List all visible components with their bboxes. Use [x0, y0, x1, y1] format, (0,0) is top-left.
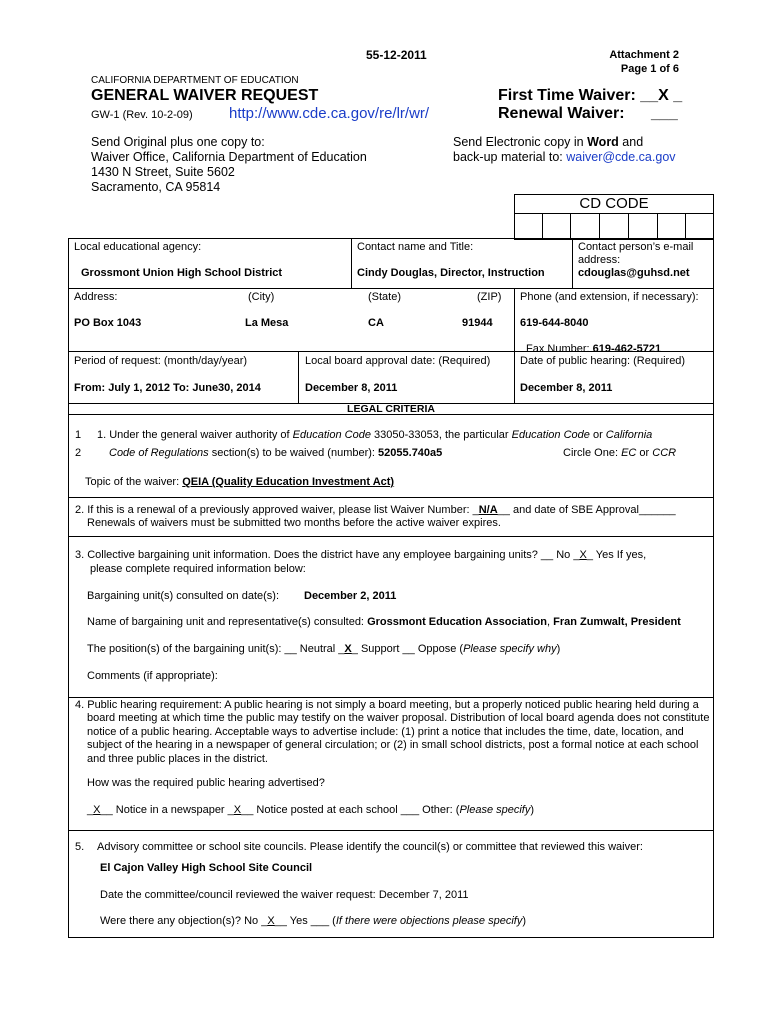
bargaining-question: 3. Collective bargaining unit information. Does the district have any employee bargaining units? __ No _X_ Yes If yes,: [75, 549, 647, 561]
period-label: Period of request: (month/day/year): [74, 355, 248, 367]
advisory-council-name: El Cajon Valley High School Site Council: [100, 862, 313, 874]
renewal-question: 2. If this is a renewal of a previously approved waiver, please list Waiver Number: _N/A__ and date of SBE Approval______: [75, 504, 676, 516]
hearing-advertised-options: _X__ Notice in a newspaper _X__ Notice posted at each school ___ Other: (Please specify): [87, 804, 535, 816]
email-value: cdouglas@guhsd.net: [578, 267, 690, 279]
item-number-2: 2: [75, 447, 82, 459]
city-value: La Mesa: [245, 317, 289, 329]
department-name: CALIFORNIA DEPARTMENT OF EDUCATION: [91, 75, 299, 86]
code-section-line: Code of Regulations section(s) to be waived (number): 52055.740a5: [109, 447, 443, 459]
bargaining-consulted-label: Bargaining unit(s) consulted on date(s):: [87, 590, 279, 602]
circle-ccr-option: CCR: [652, 447, 677, 459]
renewal-waiver: [498, 105, 678, 123]
lea-label: Local educational agency:: [74, 241, 202, 253]
period-value: From: July 1, 2012 To: June30, 2014: [74, 382, 261, 394]
advisory-date-value: December 7, 2011: [378, 889, 469, 901]
advisory-question: Advisory committee or school site councils. Please identify the council(s) or committee that reviewed this waiver:: [97, 841, 643, 853]
first-time-label: First Time Waiver:: [498, 87, 636, 104]
item-number-1: 1: [75, 429, 82, 441]
bargaining-unit-name: Grossmont Education Association: [367, 616, 547, 628]
send-original-line: Send Original plus one copy to:: [91, 135, 265, 149]
bargaining-question-line2: please complete required information below:: [90, 563, 306, 575]
waiver-url-link[interactable]: http://www.cde.ca.gov/re/lr/wr/: [229, 105, 430, 122]
objection-line: Were there any objection(s)? No _X__ Yes ___ (If there were objections please specify): [100, 915, 527, 927]
legal-criteria-heading: LEGAL CRITERIA: [347, 403, 435, 415]
first-time-value: __X _: [640, 87, 683, 104]
document-number: 55-12-2011: [366, 48, 427, 62]
posted-notice-mark: X: [233, 804, 242, 816]
send-electronic-block: [453, 135, 676, 165]
renewal-label: Renewal Waiver:: [498, 105, 625, 122]
renewal-note: Renewals of waivers must be submitted two months before the active waiver expires.: [87, 517, 501, 529]
waiver-email-link[interactable]: waiver@cde.ca.gov: [566, 150, 676, 164]
public-hearing-date-value: December 8, 2011: [520, 382, 613, 394]
lea-value: Grossmont Union High School District: [81, 267, 283, 279]
cd-code-digit-divider[interactable]: [542, 213, 543, 240]
waiver-number-value: N/A: [478, 504, 498, 516]
send-original-block: [91, 135, 367, 195]
send-original-line: 1430 N Street, Suite 5602: [91, 165, 235, 179]
circle-one: Circle One: EC or CCR: [563, 447, 677, 459]
bargaining-yes-mark: X: [579, 549, 587, 561]
page-number: Page 1 of 6: [620, 63, 679, 75]
bargaining-comments-label: Comments (if appropriate):: [87, 670, 218, 682]
objection-no-mark: X: [267, 915, 275, 927]
bargaining-representative: Fran Zumwalt, President: [553, 616, 681, 628]
city-label: (City): [248, 291, 275, 303]
waiver-authority-line: 1. Under the general waiver authority of Education Code 33050-33053, the particular Education Code or California: [97, 429, 653, 441]
send-backup-line: back-up material to: waiver@cde.ca.gov: [453, 150, 676, 164]
cd-code-label: CD CODE: [579, 195, 649, 212]
first-time-waiver: [498, 87, 682, 105]
public-hearing-date-label: Date of public hearing: (Required): [520, 355, 686, 367]
advisory-number: 5.: [75, 841, 85, 853]
bargaining-consulted-value: December 2, 2011: [304, 590, 397, 602]
fax-number: Fax Number: 619-462-5721: [526, 343, 662, 355]
board-approval-value: December 8, 2011: [305, 382, 398, 394]
send-original-line: Waiver Office, California Department of Education: [91, 150, 367, 164]
renewal-value: ___: [651, 105, 678, 122]
board-approval-label: Local board approval date: (Required): [305, 355, 491, 367]
newspaper-mark: X: [93, 804, 101, 816]
circle-ec-option: EC: [621, 447, 637, 459]
state-label: (State): [368, 291, 402, 303]
send-electronic-line: Send Electronic copy in Word and: [453, 135, 644, 149]
zip-value: 91944: [462, 317, 493, 329]
zip-label: (ZIP): [477, 291, 502, 303]
contact-value: Cindy Douglas, Director, Instruction: [357, 267, 545, 279]
form-id: GW-1 (Rev. 10-2-09): [91, 109, 193, 121]
address-value: PO Box 1043: [74, 317, 142, 329]
bargaining-position-line: The position(s) of the bargaining unit(s): __ Neutral _X_ Support __ Oppose (Please specify why): [87, 643, 561, 655]
hearing-advertised-question: How was the required public hearing advertised?: [87, 777, 325, 789]
topic-value: QEIA (Quality Education Investment Act): [182, 476, 395, 488]
public-hearing-paragraph: 4. Public hearing requirement: A public hearing is not simply a board meeting, but a properly noticed public hearing held during a board meeting at which time the public may testify on the waiver proposal. Distribution of local board agenda does not constitute notice of a public hearing. Acceptable ways to advertise include: (1) print a notice that includes the time, date, location, and subject of the hearing in a newspaper of general circulation; or (2) in small school districts, post a formal notice at each school and three public places in the district.: [75, 699, 710, 765]
form-title: GENERAL WAIVER REQUEST: [91, 87, 319, 104]
topic-line: Topic of the waiver: QEIA (Quality Education Investment Act): [85, 476, 395, 488]
send-original-line: Sacramento, CA 95814: [91, 180, 221, 194]
phone-label: Phone (and extension, if necessary):: [520, 291, 699, 303]
contact-label: Contact name and Title:: [357, 241, 474, 253]
phone-value: 619-644-8040: [520, 317, 589, 329]
code-section-value: 52055.740a5: [378, 447, 443, 459]
position-support-mark: X: [344, 643, 352, 655]
state-value: CA: [368, 317, 384, 329]
advisory-date-line: Date the committee/council reviewed the waiver request: December 7, 2011: [100, 889, 469, 901]
bargaining-name-line: Name of bargaining unit and representative(s) consulted: Grossmont Education Association, Fran Zumwalt, President: [87, 616, 681, 628]
attachment-label: Attachment 2: [609, 49, 679, 61]
email-label: Contact person’s e-mail address:: [578, 241, 694, 266]
address-label: Address:: [74, 291, 118, 303]
